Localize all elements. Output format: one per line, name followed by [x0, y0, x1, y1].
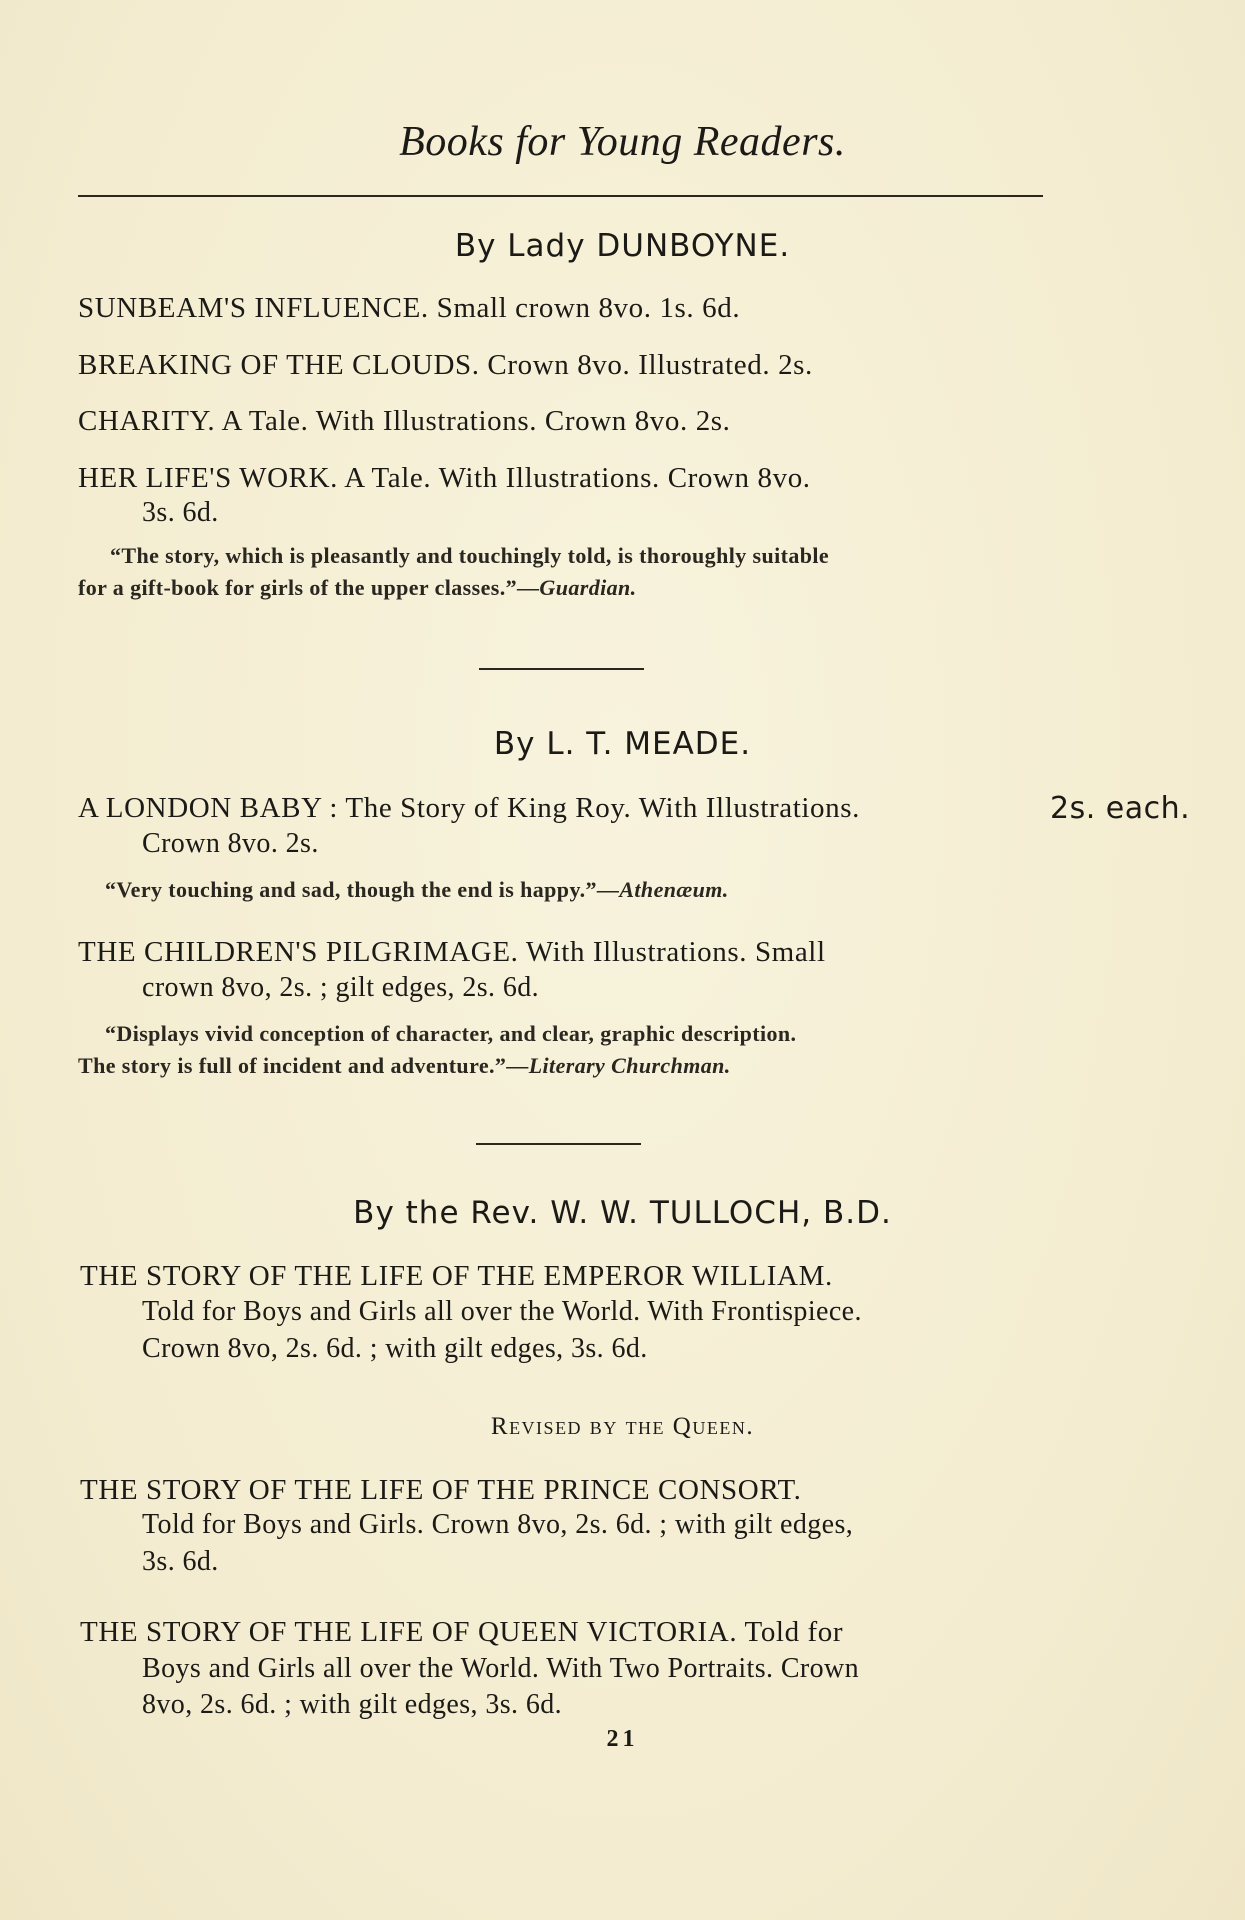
- section-heading-meade: By L. T. MEADE.: [493, 726, 752, 762]
- book-entry-continuation: 8vo, 2s. 6d. ; with gilt edges, 3s. 6d.: [142, 1689, 563, 1720]
- book-entry: BREAKING OF THE CLOUDS. Crown 8vo. Illustrated. 2s.: [78, 349, 813, 381]
- price-note: 2s. each.: [1050, 791, 1191, 826]
- book-entry-continuation: 3s. 6d.: [142, 497, 219, 528]
- section-divider: [479, 668, 644, 670]
- section-divider: [476, 1143, 641, 1145]
- section-heading-tulloch: By the Rev. W. W. TULLOCH, B.D.: [353, 1195, 892, 1231]
- review-source: Literary Churchman.: [528, 1053, 731, 1078]
- review-quote: for a gift-book for girls of the upper classes.”—Guardian.: [78, 575, 637, 600]
- header-rule: [78, 195, 1043, 197]
- review-quote: “The story, which is pleasantly and touchingly told, is thoroughly suitable: [110, 543, 830, 568]
- book-entry: THE CHILDREN'S PILGRIMAGE. With Illustrations. Small: [78, 936, 826, 968]
- review-quote: The story is full of incident and adventure.”—Literary Churchman.: [78, 1053, 731, 1078]
- review-quote: “Very touching and sad, though the end is happy.”—Athenæum.: [105, 877, 729, 902]
- revised-subhead: Revised by the Queen.: [490, 1413, 755, 1440]
- book-entry-continuation: 3s. 6d.: [142, 1546, 219, 1577]
- book-entry-continuation: Crown 8vo. 2s.: [142, 828, 319, 859]
- book-entry-continuation: crown 8vo, 2s. ; gilt edges, 2s. 6d.: [142, 972, 540, 1003]
- page-number: 21: [606, 1726, 639, 1752]
- running-title: Books for Young Readers.: [399, 119, 846, 165]
- review-source: Athenæum.: [619, 877, 729, 902]
- book-entry: THE STORY OF THE LIFE OF THE PRINCE CONSORT.: [80, 1474, 802, 1506]
- book-entry: THE STORY OF THE LIFE OF THE EMPEROR WILLIAM.: [80, 1260, 833, 1292]
- section-heading-dunboyne: By Lady DUNBOYNE.: [454, 228, 791, 264]
- book-entry: CHARITY. A Tale. With Illustrations. Crown 8vo. 2s.: [78, 405, 731, 437]
- book-entry: THE STORY OF THE LIFE OF QUEEN VICTORIA. Told for: [80, 1616, 844, 1648]
- book-entry-continuation: Told for Boys and Girls all over the World. With Frontispiece.: [142, 1296, 862, 1327]
- book-entry-continuation: Boys and Girls all over the World. With Two Portraits. Crown: [142, 1653, 860, 1684]
- book-entry: HER LIFE'S WORK. A Tale. With Illustrations. Crown 8vo.: [78, 462, 811, 494]
- book-entry: A LONDON BABY : The Story of King Roy. With Illustrations.: [78, 792, 860, 824]
- review-source: Guardian.: [539, 575, 637, 600]
- book-entry-continuation: Told for Boys and Girls. Crown 8vo, 2s. 6d. ; with gilt edges,: [142, 1509, 854, 1540]
- book-entry: SUNBEAM'S INFLUENCE. Small crown 8vo. 1s. 6d.: [78, 292, 741, 324]
- book-entry-continuation: Crown 8vo, 2s. 6d. ; with gilt edges, 3s. 6d.: [142, 1333, 648, 1364]
- review-quote: “Displays vivid conception of character, and clear, graphic description.: [105, 1021, 797, 1046]
